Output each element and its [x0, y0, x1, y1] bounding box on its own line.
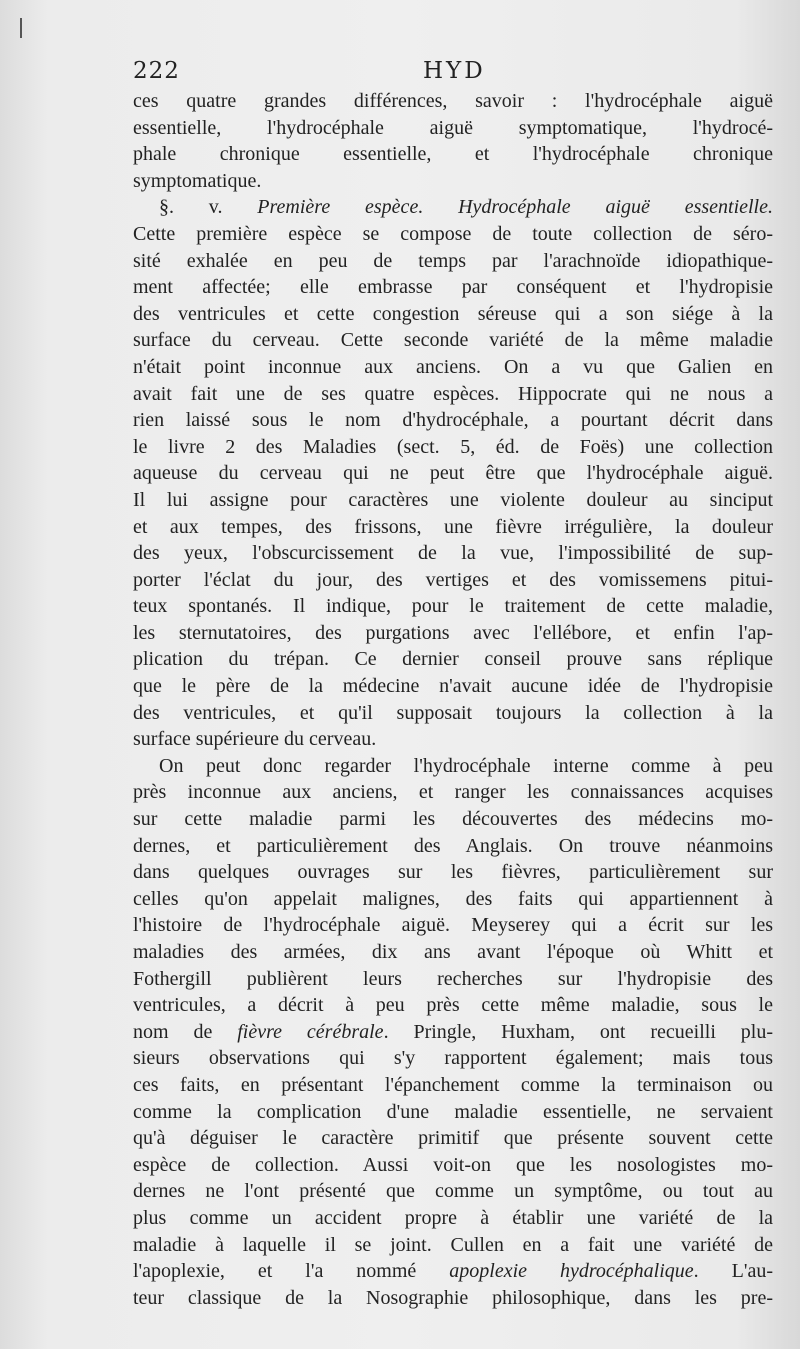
text-line: Il lui assigne pour caractères une violente douleur au sinciput [133, 488, 773, 511]
text-line: aqueuse du cerveau qui ne peut être que l'hydrocéphale aiguë. [133, 462, 773, 485]
page-number: 222 [133, 58, 180, 84]
text-line: ces quatre grandes différences, savoir : l'hydrocéphale aiguë [133, 90, 773, 112]
text-line: teur classique de la Nosographie philosophique, dans les pre- [133, 1286, 773, 1309]
text-line: dernes, et particulièrement des Anglais. On trouve néanmoins [133, 834, 773, 857]
text-line: avait fait une de ses quatre espèces. Hippocrate qui ne nous a [133, 382, 773, 405]
text-line: les sternutatoires, des purgations avec l'ellébore, et enfin l'ap- [133, 621, 773, 644]
text-line: porter l'éclat du jour, des vertiges et des vomissemens pitui- [133, 568, 773, 591]
text-line [133, 194, 773, 221]
text-line: rien laissé sous le nom d'hydrocéphale, a pourtant décrit dans [133, 409, 773, 432]
text-segment: nom de [133, 1020, 238, 1043]
text-line: espèce de collection. Aussi voit-on que les nosologistes mo- [133, 1153, 773, 1176]
text-line: On peut donc regarder l'hydrocéphale interne comme à peu [159, 754, 773, 777]
text-line: phale chronique essentielle, et l'hydrocéphale chronique [133, 143, 773, 166]
text-line: Cette première espèce se compose de toute collection de séro- [133, 222, 773, 245]
text-line: le livre 2 des Maladies (sect. 5, éd. de Foës) une collection [133, 435, 773, 458]
text-line: que le père de la médecine n'avait aucune idée de l'hydropisie [133, 675, 773, 698]
text-line: maladie à laquelle il se joint. Cullen en a fait une variété de [133, 1233, 773, 1256]
text-line: surface supérieure du cerveau. [133, 728, 377, 751]
text-line: ventricules, a décrit à peu près cette même maladie, sous le [133, 994, 773, 1017]
text-line: qu'à déguiser le caractère primitif que présente souvent cette [133, 1127, 773, 1150]
text-line: plication du trépan. Ce dernier conseil prouve sans réplique [133, 648, 773, 671]
text-line: surface du cerveau. Cette seconde variété de la même maladie [133, 329, 773, 352]
body-text [133, 88, 773, 1311]
text-line: l'histoire de l'hydrocéphale aiguë. Meyserey qui a écrit sur les [133, 914, 773, 937]
text-line: n'était point inconnue aux anciens. On a vu que Galien en [133, 355, 773, 378]
page-header [133, 58, 768, 88]
text-line: près inconnue aux anciens, et ranger les connaissances acquises [133, 781, 773, 804]
text-segment: . Pringle, Huxham, ont recueilli plu- [383, 1020, 773, 1043]
text-segment: §. v. [159, 196, 258, 219]
text-line: symptomatique. [133, 169, 262, 192]
text-segment: l'apoplexie, et l'a nommé [133, 1260, 450, 1283]
text-line: ment affectée; elle embrasse par conséquent et l'hydropisie [133, 276, 773, 299]
text-line: des ventricules, et qu'il supposait toujours la collection à la [133, 701, 773, 724]
text-line: celles qu'on appelait malignes, des faits qui appartiennent à [133, 887, 773, 910]
text-segment: . L'au- [693, 1260, 774, 1283]
running-head: HYD [423, 58, 486, 84]
text-line: plus comme un accident propre à établir une variété de la [133, 1206, 773, 1229]
text-line: maladies des armées, dix ans avant l'époque où Whitt et [133, 941, 773, 963]
text-line: sité exhalée en peu de temps par l'arachnoïde idiopathique- [133, 249, 773, 272]
text-line [133, 1258, 773, 1285]
italic-phrase: fièvre cérébrale [237, 1020, 384, 1043]
text-line: dernes ne l'ont présenté que comme un symptôme, ou tout au [133, 1180, 773, 1203]
text-line: des ventricules et cette congestion séreuse qui a son siége à la [133, 302, 773, 325]
text-line: sur cette maladie parmi les découvertes des médecins mo- [133, 808, 773, 831]
text-line: Fothergill publièrent leurs recherches sur l'hydropisie des [133, 967, 773, 990]
text-line: ces faits, en présentant l'épanchement comme la terminaison ou [133, 1073, 773, 1096]
text-line: dans quelques ouvrages sur les fièvres, particulièrement sur [133, 861, 773, 884]
text-line: et aux tempes, des frissons, une fièvre irrégulière, la douleur [133, 515, 773, 538]
text-line: essentielle, l'hydrocéphale aiguë symptomatique, l'hydrocé- [133, 116, 773, 139]
text-line: teux spontanés. Il indique, pour le traitement de cette maladie, [133, 595, 773, 618]
text-line: sieurs observations qui s'y rapportent également; mais tous [133, 1047, 773, 1070]
text-line: comme la complication d'une maladie essentielle, ne servaient [133, 1100, 773, 1123]
text-line: des yeux, l'obscurcissement de la vue, l'impossibilité de sup- [133, 542, 773, 565]
italic-phrase: Première espèce. Hydrocéphale aiguë essentielle. [257, 196, 773, 219]
text-line [133, 1019, 773, 1046]
margin-mark [20, 18, 22, 38]
italic-phrase: apoplexie hydrocéphalique [449, 1260, 694, 1283]
